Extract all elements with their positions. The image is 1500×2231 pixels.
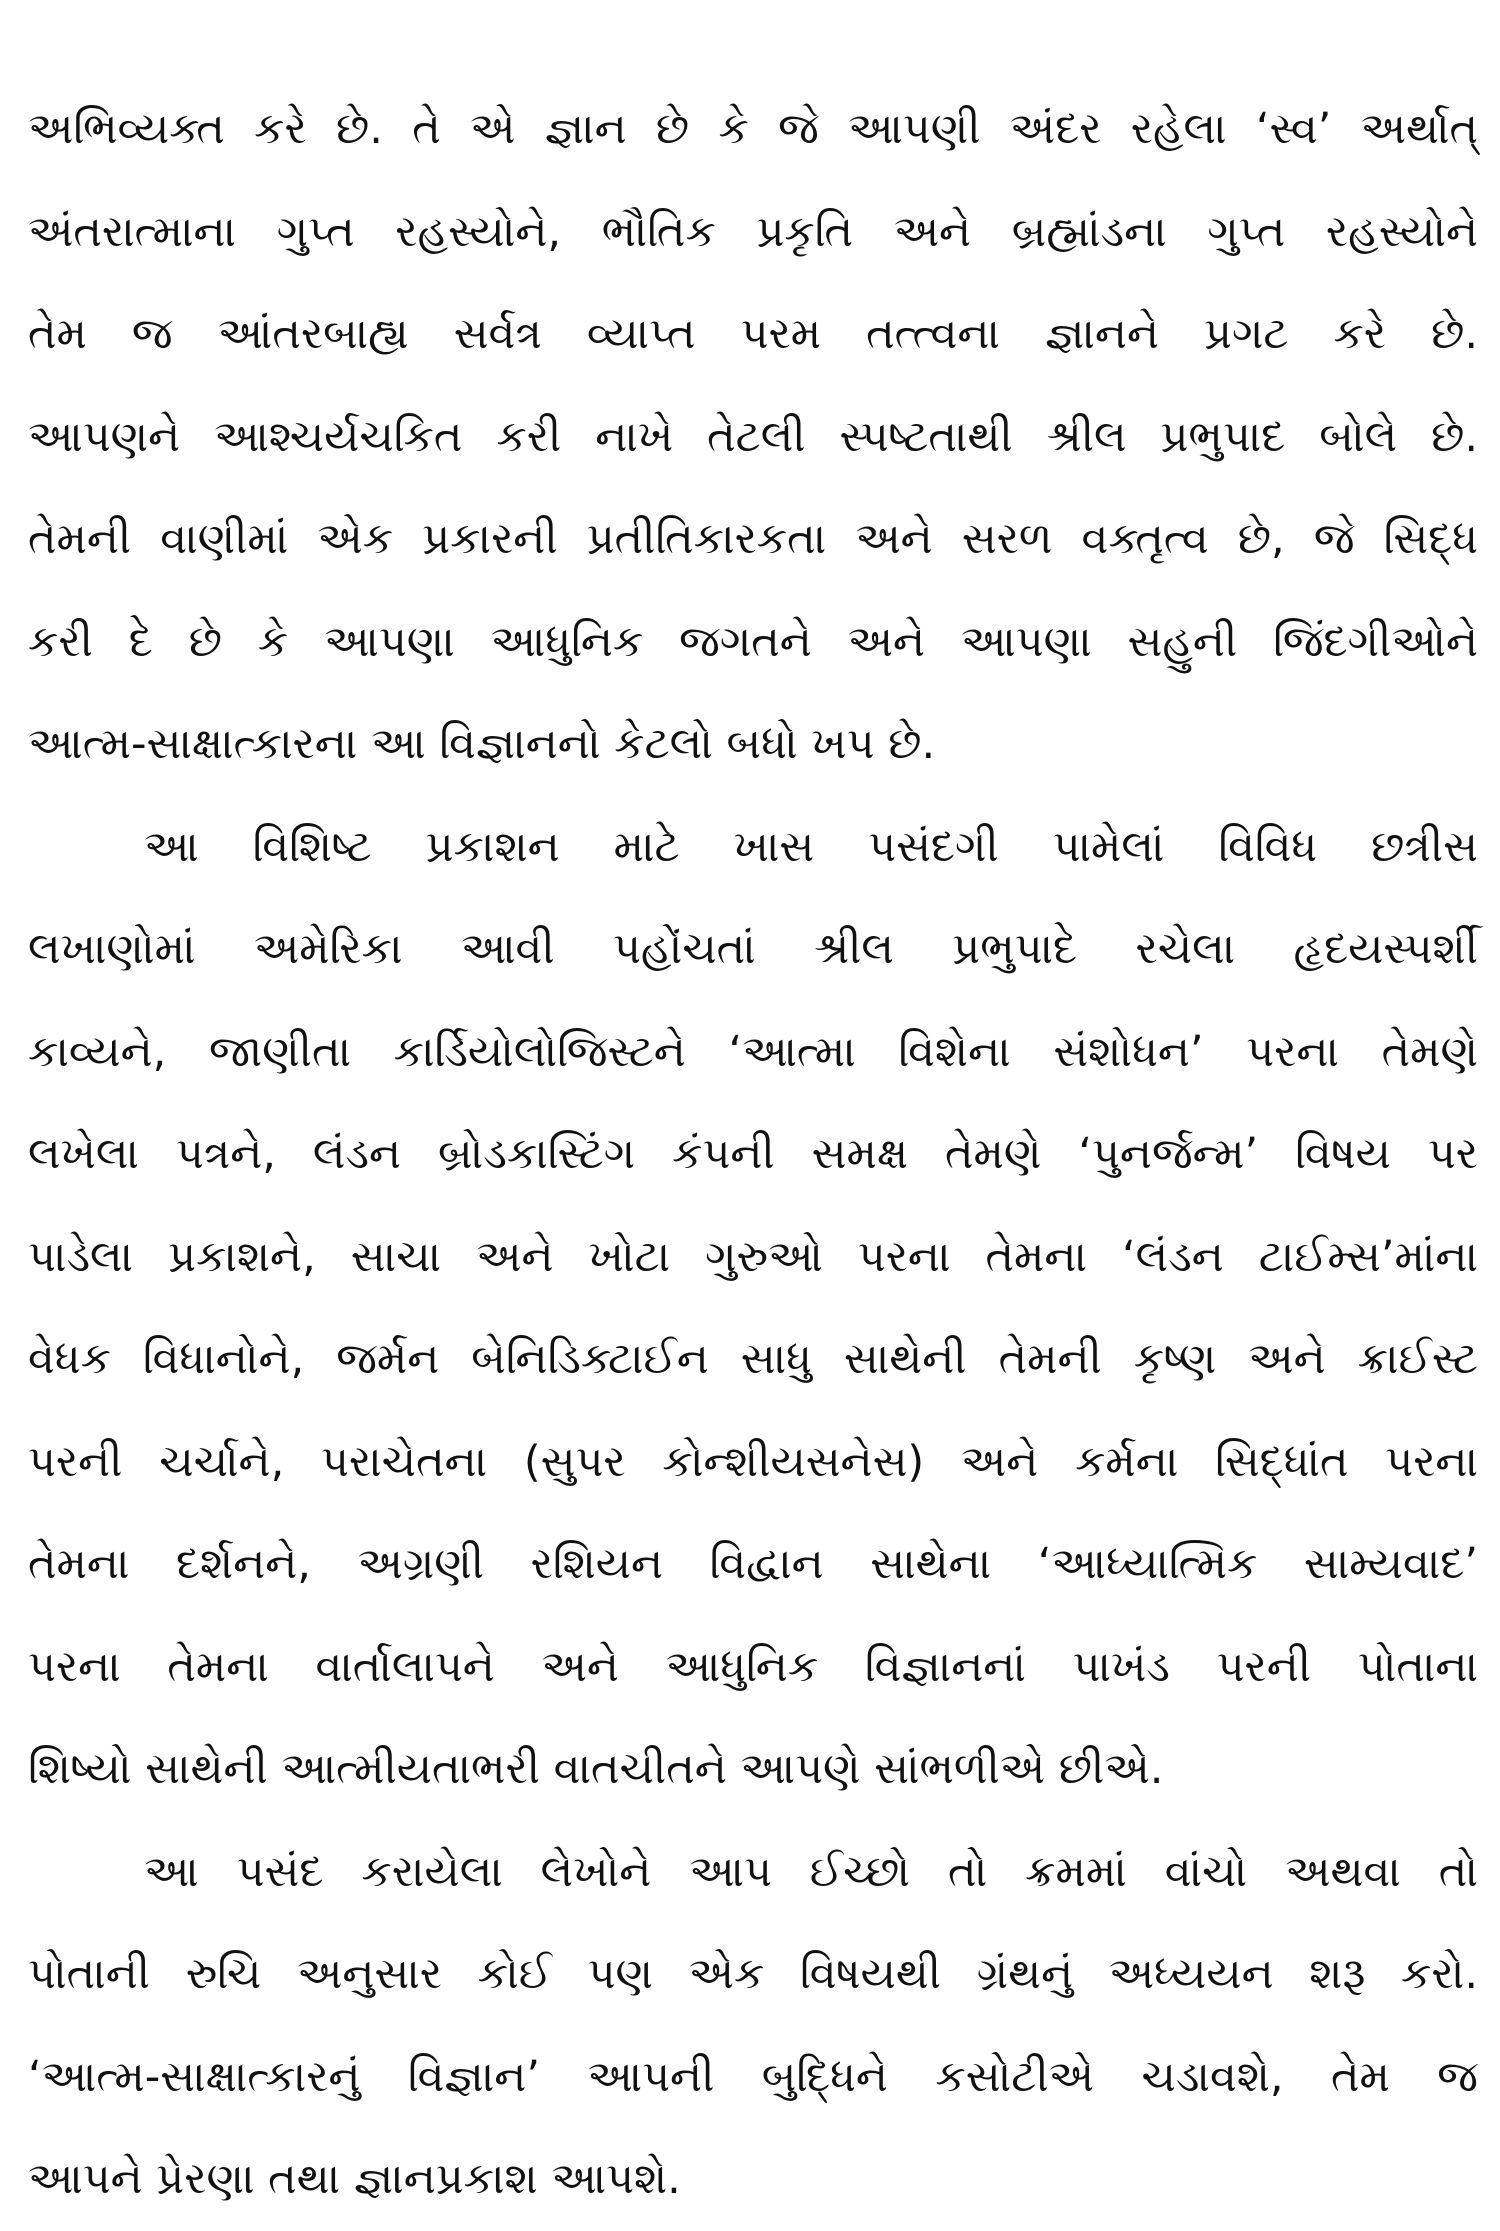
text-line: વેધક વિધાનોને, જર્મન બેનિડિક્ટાઈન સાધુ સાથેની તેમની કૃષ્ણ અને ક્રાઈસ્ટ xyxy=(28,1334,1478,1384)
text-line: લખાણોમાં અમેરિકા આવી પહોંચતાં શ્રીલ પ્રભુપાદે રચેલા હૃદયસ્પર્શી xyxy=(28,924,1478,974)
text-line: આ વિશિષ્ટ પ્રકાશન માટે ખાસ પસંદગી પામેલાં વિવિધ છત્રીસ xyxy=(144,821,1478,872)
paragraph-2 xyxy=(28,796,1478,1821)
text-line: અભિવ્યક્ત કરે છે. તે એ જ્ઞાન છે કે જે આપણી અંદર રહેલા ‘સ્વ’ અર્થાત્ xyxy=(28,104,1478,154)
text-line: પોતાની રુચિ અનુસાર કોઈ પણ એક વિષયથી ગ્રંથનું અધ્યયન શરૂ કરો. xyxy=(28,1949,1478,1999)
paragraph-1 xyxy=(28,78,1478,796)
text-line: આપને પ્રેરણા તથા જ્ઞાનપ્રકાશ આપશે. xyxy=(28,2154,681,2204)
text-line: લખેલા પત્રને, લંડન બ્રોડકાસ્ટિંગ કંપની સમક્ષ તેમણે ‘પુનર્જન્મ’ વિષય પર xyxy=(28,1129,1478,1179)
text-line: તેમની વાણીમાં એક પ્રકારની પ્રતીતિકારકતા અને સરળ વક્તૃત્વ છે, જે સિદ્ધ xyxy=(28,514,1478,564)
text-line: અંતરાત્માના ગુપ્ત રહસ્યોને, ભૌતિક પ્રકૃતિ અને બ્રહ્માંડના ગુપ્ત રહસ્યોને xyxy=(28,206,1478,257)
text-line: પાડેલા પ્રકાશને, સાચા અને ખોટા ગુરુઓ પરના તેમના ‘લંડન ટાઈમ્સ’માંના xyxy=(28,1231,1478,1282)
body-text xyxy=(28,78,1478,2231)
text-line: આ પસંદ કરાયેલા લેખોને આપ ઈચ્છો તો ક્રમમાં વાંચો અથવા તો xyxy=(144,1846,1478,1897)
text-line: કાવ્યને, જાણીતા કાર્ડિયોલોજિસ્ટને ‘આત્મા વિશેના સંશોધન’ પરના તેમણે xyxy=(28,1026,1478,1077)
text-line: આત્મ-સાક્ષાત્કારના આ વિજ્ઞાનનો કેટલો બધો ખપ છે. xyxy=(28,719,936,769)
text-line: તેમ જ આંતરબાહ્ય સર્વત્ર વ્યાપ્ત પરમ તત્ત્વના જ્ઞાનને પ્રગટ કરે છે. xyxy=(28,309,1478,359)
text-line: આપણને આશ્ચર્યચકિત કરી નાખે તેટલી સ્પષ્ટતાથી શ્રીલ પ્રભુપાદ બોલે છે. xyxy=(28,411,1478,462)
text-line: તેમના દર્શનને, અગ્રણી રશિયન વિદ્વાન સાથેના ‘આધ્યાત્મિક સામ્યવાદ’ xyxy=(28,1539,1478,1589)
text-line: કરી દે છે કે આપણા આધુનિક જગતને અને આપણા સહુની જિંદગીઓને xyxy=(28,616,1478,667)
text-line: ‘આત્મ-સાક્ષાત્કારનું વિજ્ઞાન’ આપની બુદ્ધિને કસોટીએ ચડાવશે, તેમ જ xyxy=(28,2051,1478,2102)
paragraph-3 xyxy=(28,1821,1478,2231)
text-line: પરની ચર્ચાને, પરાચેતના (સુપર કોન્શીયસનેસ) અને કર્મના સિદ્ધાંત પરના xyxy=(28,1436,1478,1487)
text-line: શિષ્યો સાથેની આત્મીયતાભરી વાતચીતને આપણે સાંભળીએ છીએ. xyxy=(28,1744,1164,1794)
text-line: પરના તેમના વાર્તાલાપને અને આધુનિક વિજ્ઞાનનાં પાખંડ પરની પોતાના xyxy=(28,1641,1478,1692)
